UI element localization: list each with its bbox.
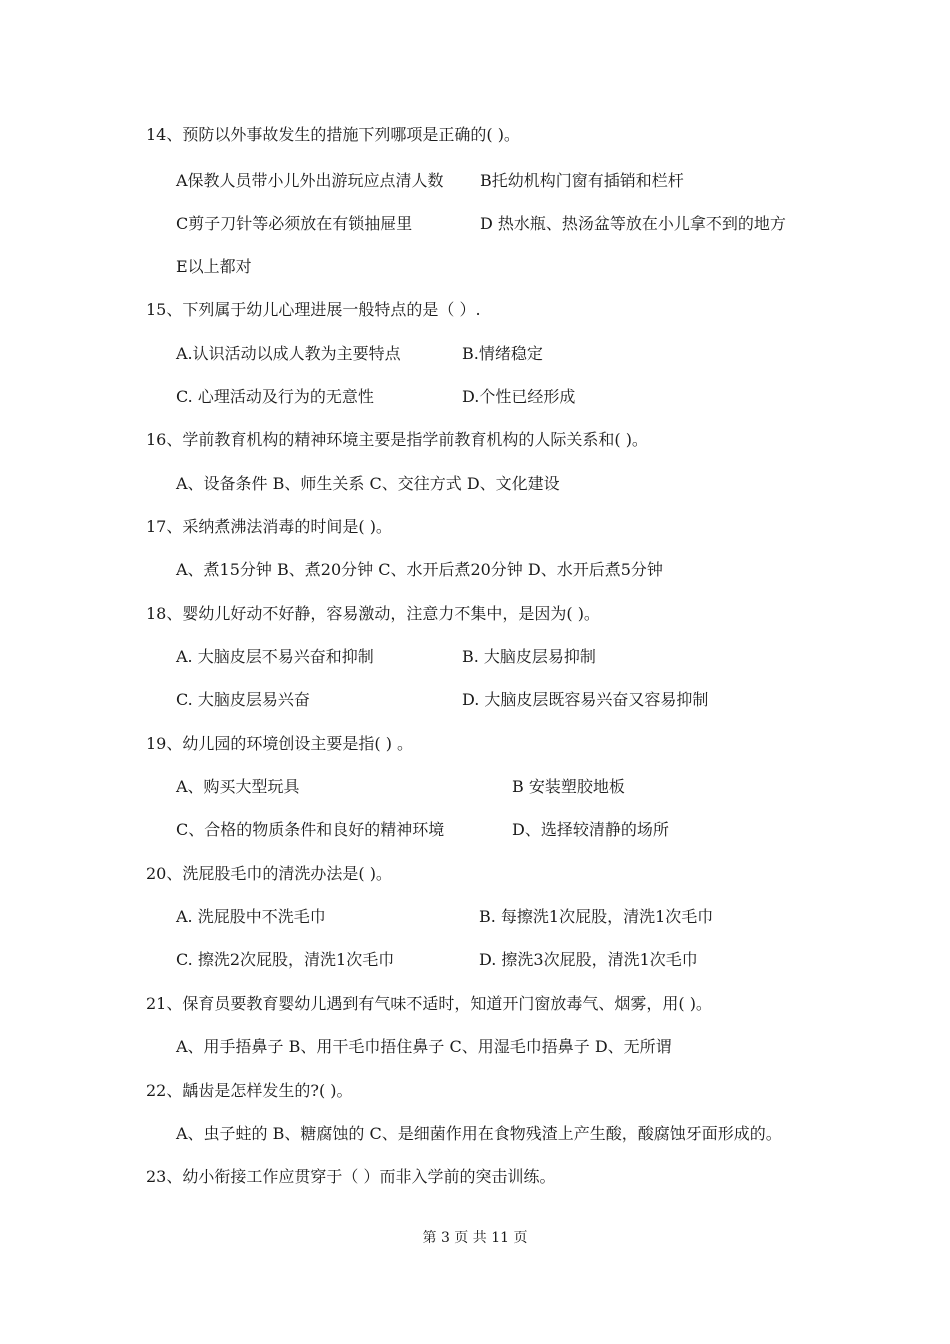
answer-option: D、选择较清静的场所	[512, 820, 669, 839]
answer-option: D 热水瓶、热汤盆等放在小儿拿不到的地方	[480, 214, 786, 233]
question-text: 18、婴幼儿好动不好静，容易激动，注意力不集中，是因为( )。	[146, 604, 600, 623]
answer-option: C. 擦洗2次屁股，清洗1次毛巾	[176, 950, 395, 969]
answer-option: C、合格的物质条件和良好的精神环境	[176, 820, 445, 839]
answer-option: A、购买大型玩具	[176, 777, 300, 796]
answer-option: A保教人员带小儿外出游玩应点清人数	[176, 171, 444, 190]
answer-option: A、虫子蛀的 B、糖腐蚀的 C、是细菌作用在食物残渣上产生酸，酸腐蚀牙面形成的。	[176, 1124, 782, 1143]
question-text: 19、幼儿园的环境创设主要是指( ) 。	[146, 734, 414, 753]
answer-option: B 安装塑胶地板	[512, 777, 625, 796]
answer-option: B. 大脑皮层易抑制	[462, 647, 596, 666]
question-text: 17、采纳煮沸法消毒的时间是( )。	[146, 517, 392, 536]
answer-option: A、煮15分钟 B、煮20分钟 C、水开后煮20分钟 D、水开后煮5分钟	[176, 560, 663, 579]
answer-option: D. 大脑皮层既容易兴奋又容易抑制	[462, 690, 709, 709]
question-text: 15、下列属于幼儿心理进展一般特点的是（ ）.	[146, 300, 481, 319]
answer-option: A、设备条件 B、师生关系 C、交往方式 D、文化建设	[176, 474, 560, 493]
answer-option: B.情绪稳定	[462, 344, 543, 363]
question-text: 14、预防以外事故发生的措施下列哪项是正确的( )。	[146, 125, 520, 144]
question-text: 23、幼小衔接工作应贯穿于（ ）而非入学前的突击训练。	[146, 1167, 556, 1186]
answer-option: C剪子刀针等必须放在有锁抽屉里	[176, 214, 413, 233]
question-text: 20、洗屁股毛巾的清洗办法是( )。	[146, 864, 392, 883]
answer-option: B. 每擦洗1次屁股，清洗1次毛巾	[479, 907, 714, 926]
answer-option: A. 大脑皮层不易兴奋和抑制	[176, 647, 374, 666]
answer-option: C. 大脑皮层易兴奋	[176, 690, 310, 709]
answer-option: D. 擦洗3次屁股，清洗1次毛巾	[479, 950, 698, 969]
answer-option: D.个性已经形成	[462, 387, 576, 406]
answer-option: B托幼机构门窗有插销和栏杆	[480, 171, 684, 190]
answer-option: A.认识活动以成人教为主要特点	[176, 344, 401, 363]
answer-option: E以上都对	[176, 257, 252, 276]
answer-option: C. 心理活动及行为的无意性	[176, 387, 374, 406]
question-text: 16、学前教育机构的精神环境主要是指学前教育机构的人际关系和( )。	[146, 430, 648, 449]
question-text: 21、保育员要教育婴幼儿遇到有气味不适时，知道开门窗放毒气、烟雾，用( )。	[146, 994, 712, 1013]
question-text: 22、龋齿是怎样发生的?( )。	[146, 1081, 353, 1100]
page-footer: 第 3 页 共 11 页	[422, 1230, 528, 1246]
answer-option: A、用手捂鼻子 B、用干毛巾捂住鼻子 C、用湿毛巾捂鼻子 D、无所谓	[176, 1037, 672, 1056]
answer-option: A. 洗屁股中不洗毛巾	[176, 907, 326, 926]
